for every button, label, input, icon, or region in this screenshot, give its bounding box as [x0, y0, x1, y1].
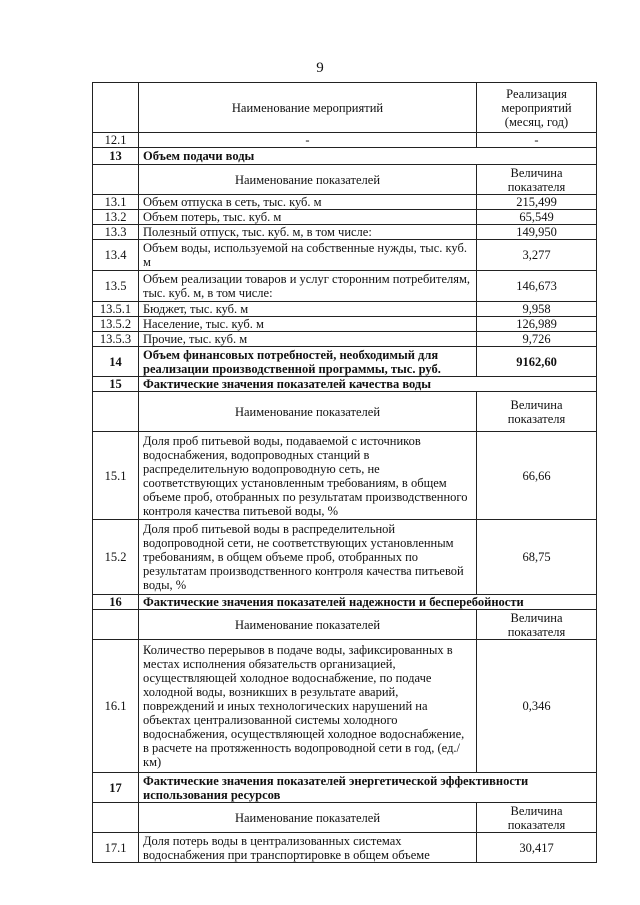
section-value: 9162,60: [477, 347, 597, 377]
indicator-value-col: Величина показателя: [477, 610, 597, 640]
table-row: [93, 133, 597, 148]
row-value: 146,673: [477, 271, 597, 302]
empty-header-cell: [93, 83, 139, 133]
table-row: [93, 317, 597, 332]
row-name: -: [139, 133, 477, 148]
table-row: [93, 332, 597, 347]
row-name: Объем потерь, тыс. куб. м: [139, 210, 477, 225]
row-number: 17.1: [93, 833, 139, 863]
indicator-name-col: Наименование показателей: [139, 803, 477, 833]
row-number: 13.5: [93, 271, 139, 302]
row-number: 13.5.3: [93, 332, 139, 347]
row-name: Объем отпуска в сеть, тыс. куб. м: [139, 195, 477, 210]
row-value: 3,277: [477, 240, 597, 271]
row-number: 13.5.2: [93, 317, 139, 332]
empty-header-cell: [93, 165, 139, 195]
row-number: 15.1: [93, 432, 139, 520]
row-number: 12.1: [93, 133, 139, 148]
table-row: [93, 195, 597, 210]
row-name: Полезный отпуск, тыс. куб. м, в том числе:: [139, 225, 477, 240]
indicator-value-col: Величина показателя: [477, 392, 597, 432]
row-value: 66,66: [477, 432, 597, 520]
row-number: 16.1: [93, 640, 139, 773]
indicator-header-row: [93, 803, 597, 833]
indicator-name-col: Наименование показателей: [139, 165, 477, 195]
table-row: [93, 520, 597, 595]
indicator-value-col: Величина показателя: [477, 165, 597, 195]
section-title: Фактические значения показателей надежности и бесперебойности: [139, 595, 597, 610]
table-row: [93, 640, 597, 773]
indicator-value-col: Величина показателя: [477, 803, 597, 833]
row-value: 126,989: [477, 317, 597, 332]
table-row: [93, 240, 597, 271]
row-value: 30,417: [477, 833, 597, 863]
row-value: 65,549: [477, 210, 597, 225]
row-name: Доля проб питьевой воды в распределительной водопроводной сети, не соответствующих установленным требованиям, в общем объеме проб, отобранных по результатам производственного контроля качества питьевой воды, %: [139, 520, 477, 595]
empty-header-cell: [93, 803, 139, 833]
empty-header-cell: [93, 392, 139, 432]
table-row: [93, 833, 597, 863]
row-value: 9,958: [477, 302, 597, 317]
section-title: Объем финансовых потребностей, необходимый для реализации производственной программы, тыс. руб.: [139, 347, 477, 377]
section-number: 15: [93, 377, 139, 392]
row-name: Доля проб питьевой воды, подаваемой с источников водоснабжения, водопроводных станций в распределительную водопроводную сеть, не соответствующих установленным требованиям, в общем объеме проб, отобранных по результатам производственного контроля качества питьевой воды, %: [139, 432, 477, 520]
section-number: 17: [93, 773, 139, 803]
row-value: -: [477, 133, 597, 148]
row-name: Бюджет, тыс. куб. м: [139, 302, 477, 317]
row-name: Доля потерь воды в централизованных системах водоснабжения при транспортировке в общем объеме: [139, 833, 477, 863]
row-number: 13.3: [93, 225, 139, 240]
row-name: Объем воды, используемой на собственные нужды, тыс. куб. м: [139, 240, 477, 271]
table-header-row: [93, 83, 597, 133]
header-value-col: Реализация мероприятий (месяц, год): [477, 83, 597, 133]
indicator-header-row: [93, 392, 597, 432]
table-row: [93, 225, 597, 240]
empty-header-cell: [93, 610, 139, 640]
row-number: 13.5.1: [93, 302, 139, 317]
section-row-17: [93, 773, 597, 803]
indicator-header-row: [93, 165, 597, 195]
section-row-13: [93, 148, 597, 165]
section-title: Фактические значения показателей качества воды: [139, 377, 597, 392]
row-name: Объем реализации товаров и услуг сторонним потребителям, тыс. куб. м, в том числе:: [139, 271, 477, 302]
row-value: 0,346: [477, 640, 597, 773]
row-value: 215,499: [477, 195, 597, 210]
row-number: 13.2: [93, 210, 139, 225]
indicator-name-col: Наименование показателей: [139, 610, 477, 640]
section-title: Фактические значения показателей энергетической эффективности использования ресурсов: [139, 773, 597, 803]
header-name-col: Наименование мероприятий: [139, 83, 477, 133]
row-name: Население, тыс. куб. м: [139, 317, 477, 332]
section-number: 13: [93, 148, 139, 165]
section-number: 16: [93, 595, 139, 610]
section-title: Объем подачи воды: [139, 148, 597, 165]
row-number: 13.4: [93, 240, 139, 271]
indicator-header-row: [93, 610, 597, 640]
row-value: 68,75: [477, 520, 597, 595]
table-row: [93, 432, 597, 520]
row-name: Количество перерывов в подаче воды, зафиксированных в местах исполнения обязательств организацией, осуществляющей холодное водоснабжение, по подаче холодной воды, возникших в результате аварий, повреждений и иных технологических нарушений на объектах централизованной системы холодного водоснабжения, осуществляющей холодное водоснабжение, в расчете на протяженность водопроводной сети в год, (ед./км): [139, 640, 477, 773]
table-row: [93, 210, 597, 225]
page-number: 9: [316, 60, 324, 76]
row-name: Прочие, тыс. куб. м: [139, 332, 477, 347]
section-number: 14: [93, 347, 139, 377]
row-number: 13.1: [93, 195, 139, 210]
section-row-15: [93, 377, 597, 392]
measures-table: [92, 82, 597, 863]
section-row-14: [93, 347, 597, 377]
section-row-16: [93, 595, 597, 610]
table-row: [93, 302, 597, 317]
indicator-name-col: Наименование показателей: [139, 392, 477, 432]
row-value: 149,950: [477, 225, 597, 240]
table-row: [93, 271, 597, 302]
row-number: 15.2: [93, 520, 139, 595]
row-value: 9,726: [477, 332, 597, 347]
